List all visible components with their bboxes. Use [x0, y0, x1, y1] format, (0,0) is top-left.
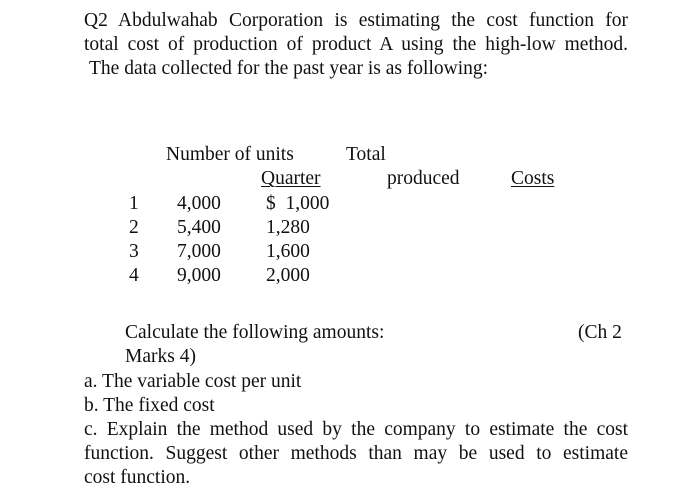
question-line-1: Q2 Abdulwahab Corporation is estimating the cost function for — [84, 10, 628, 31]
header-total: Total — [346, 144, 386, 165]
row-2-cost: 1,280 — [266, 217, 310, 238]
row-4-quarter: 4 — [129, 265, 139, 286]
part-c-line-3: cost function. — [84, 467, 191, 488]
row-1-quarter: 1 — [129, 193, 139, 214]
row-4-cost: 2,000 — [266, 265, 310, 286]
marks-reference: Marks 4) — [125, 346, 196, 367]
header-number-of-units: Number of units — [166, 144, 294, 165]
part-a: a. The variable cost per unit — [84, 371, 302, 392]
header-produced: produced — [387, 168, 460, 189]
row-2-quarter: 2 — [129, 217, 139, 238]
row-1-cost: $ 1,000 — [266, 193, 330, 214]
row-2-units: 5,400 — [177, 217, 221, 238]
row-3-cost: 1,600 — [266, 241, 310, 262]
row-3-units: 7,000 — [177, 241, 221, 262]
header-costs: Costs — [511, 168, 555, 189]
row-1-units: 4,000 — [177, 193, 221, 214]
question-line-3: The data collected for the past year is as following: — [89, 58, 489, 79]
part-c-line-1: c. Explain the method used by the company to estimate the cost — [84, 419, 628, 440]
chapter-reference: (Ch 2 — [578, 322, 622, 343]
row-3-quarter: 3 — [129, 241, 139, 262]
row-4-units: 9,000 — [177, 265, 221, 286]
part-c-line-2: function. Suggest other methods than may be used to estimate — [84, 443, 628, 464]
calculate-instruction: Calculate the following amounts: — [125, 322, 385, 343]
part-b: b. The fixed cost — [84, 395, 215, 416]
question-line-2: total cost of production of product A using the high-low method. — [84, 34, 628, 55]
header-quarter: Quarter — [261, 168, 321, 189]
